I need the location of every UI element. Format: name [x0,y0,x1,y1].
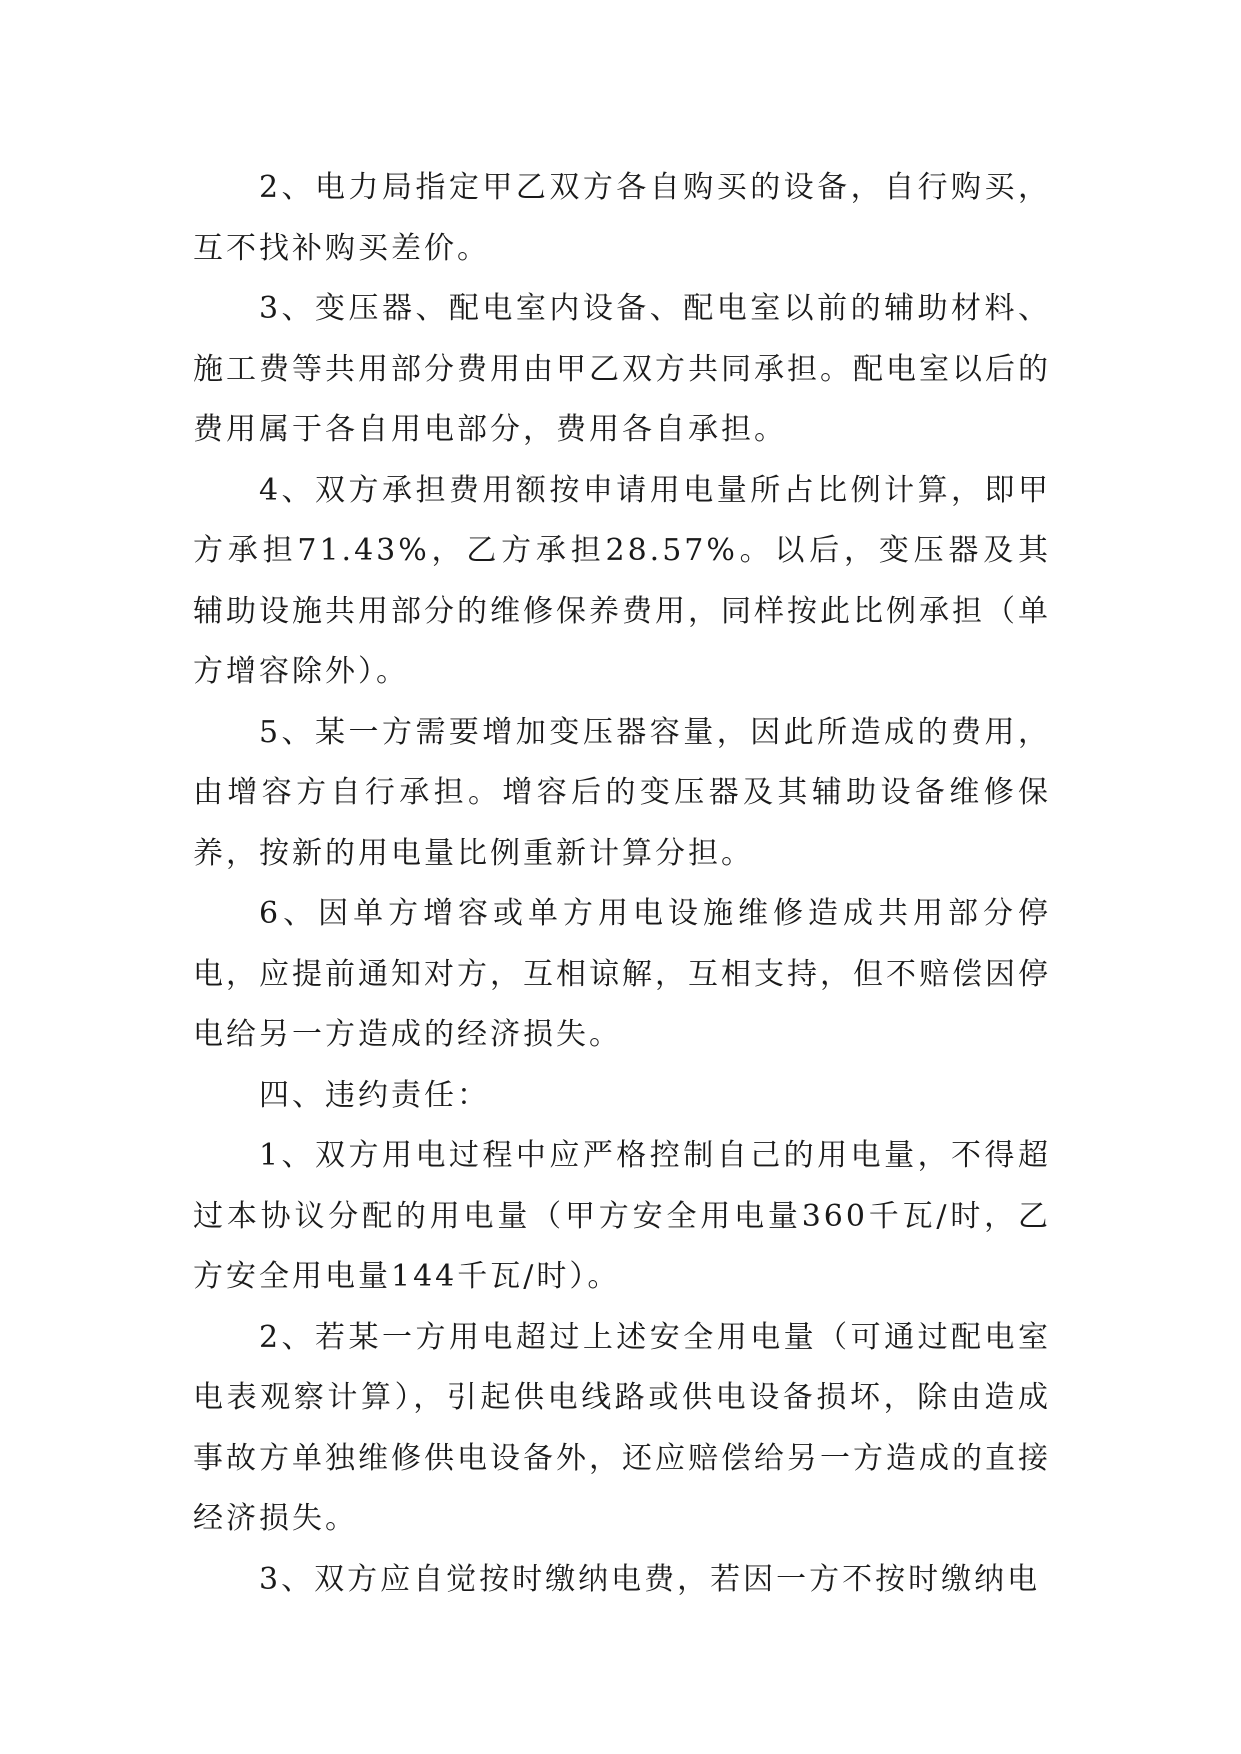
paragraph-shared-costs: 3、变压器、配电室内设备、配电室以前的辅助材料、施工费等共用部分费用由甲乙双方共同承担。配电室以后的费用属于各自用电部分，费用各自承担。 [193,291,1051,447]
document-body [193,158,1051,1610]
section-heading-liability: 四、违约责任： [259,1077,490,1113]
paragraph-usage-limit: 1、双方用电过程中应严格控制自己的用电量，不得超过本协议分配的用电量（甲方安全用电量360千瓦/时，乙方安全用电量144千瓦/时）。 [193,1138,1051,1294]
paragraph-power-outage: 6、因单方增容或单方用电设施维修造成共用部分停电，应提前通知对方，互相谅解，互相支持，但不赔偿因停电给另一方造成的经济损失。 [193,896,1051,1052]
paragraph-capacity-increase: 5、某一方需要增加变压器容量，因此所造成的费用，由增容方自行承担。增容后的变压器及其辅助设备维修保养，按新的用电量比例重新计算分担。 [193,714,1051,871]
paragraph-equipment-purchase: 2、电力局指定甲乙双方各自购买的设备，自行购买，互不找补购买差价。 [193,170,1051,266]
paragraph-payment: 3、双方应自觉按时缴纳电费，若因一方不按时缴纳电 [259,1561,1041,1597]
paragraph-overuse-damage: 2、若某一方用电超过上述安全用电量（可通过配电室电表观察计算），引起供电线路或供电设备损坏，除由造成事故方单独维修供电设备外，还应赔偿给另一方造成的直接经济损失。 [193,1319,1051,1536]
paragraph-cost-ratio: 4、双方承担费用额按申请用电量所占比例计算，即甲方承担71.43%，乙方承担28.57%。以后，变压器及其辅助设施共用部分的维修保养费用，同样按此比例承担（单方增容除外）。 [193,472,1051,689]
